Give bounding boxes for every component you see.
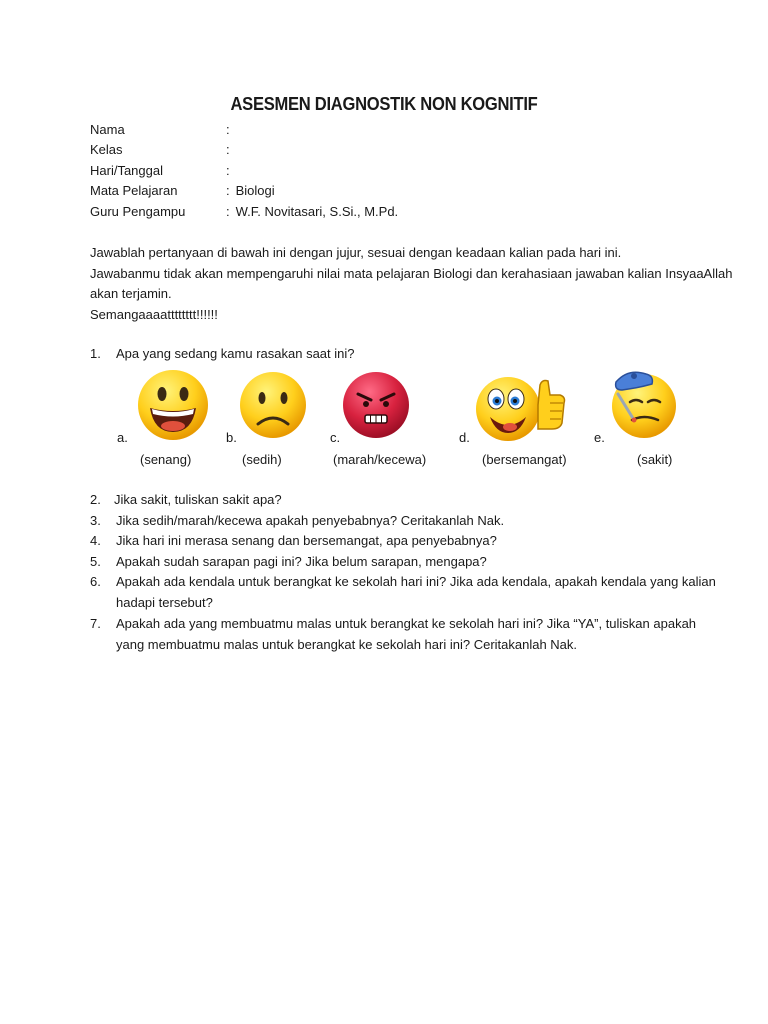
option-letter: c. [330, 430, 341, 445]
instruction-line: Jawablah pertanyaan di bawah ini dengan jujur, sesuai dengan keadaan kalian pada hari ini. [90, 245, 622, 260]
field-label: Mata Pelajaran [90, 183, 178, 198]
field-nama [90, 122, 236, 137]
field-label: Guru Pengampu [90, 204, 186, 219]
instruction-line: akan terjamin. [90, 286, 172, 301]
option-caption: (bersemangat) [482, 452, 567, 467]
question-text: Apa yang sedang kamu rasakan saat ini? [116, 346, 355, 361]
option-letter: b. [226, 430, 237, 445]
question-1 [90, 344, 750, 364]
field-label: Nama [90, 122, 125, 137]
option-caption: (sedih) [242, 452, 282, 467]
field-guru-pengampu [90, 204, 398, 219]
option-letter: e. [594, 430, 605, 445]
question-text: Jika sakit, tuliskan sakit apa? [114, 492, 282, 507]
field-separator: : [226, 122, 230, 137]
question-3 [90, 511, 750, 531]
field-separator: : [226, 204, 230, 219]
field-mata-pelajaran [90, 183, 275, 198]
field-separator: : [226, 142, 230, 157]
option-letter: d. [459, 430, 470, 445]
question-text: Jika sedih/marah/kecewa apakah penyebabnya? Ceritakanlah Nak. [116, 513, 505, 528]
question-2 [90, 490, 750, 510]
question-5 [90, 552, 750, 572]
option-caption: (marah/kecewa) [333, 452, 427, 467]
question-7 [90, 614, 750, 656]
question-4 [90, 531, 750, 551]
sick-face-icon [604, 364, 682, 440]
question-number: 5. [90, 554, 101, 569]
question-text: Apakah sudah sarapan pagi ini? Jika belum sarapan, mengapa? [116, 554, 487, 569]
page-title: ASESMEN DIAGNOSTIK NON KOGNITIF [230, 94, 538, 114]
question-number: 2. [90, 492, 101, 507]
question-text: Jika hari ini merasa senang dan bersemangat, apa penyebabnya? [116, 533, 497, 548]
field-label: Hari/Tanggal [90, 163, 163, 178]
field-value: Biologi [235, 183, 275, 198]
field-separator: : [226, 163, 230, 178]
happy-face-icon [136, 368, 210, 442]
question-6 [90, 572, 750, 614]
field-value: W.F. Novitasari, S.Si., M.Pd. [235, 204, 399, 219]
field-separator: : [226, 183, 230, 198]
option-caption: (senang) [140, 452, 192, 467]
instruction-line: Jawabanmu tidak akan mempengaruhi nilai mata pelajaran Biologi dan kerahasiaan jawaban kalian InsyaaAllah [90, 265, 733, 281]
instructions [90, 243, 732, 325]
thumbs-up-face-icon [472, 371, 568, 443]
question-number: 1. [90, 346, 101, 361]
question-number: 3. [90, 513, 101, 528]
angry-face-icon [341, 370, 411, 440]
instruction-line: Semangaaaatttttttt!!!!!! [90, 306, 218, 322]
option-caption: (sakit) [637, 452, 673, 467]
field-kelas [90, 142, 236, 157]
question-text: Apakah ada yang membuatmu malas untuk berangkat ke sekolah hari ini? Jika “YA”, tuliskan apakah yang membuatmu malas untuk berangkat ke sekolah hari ini? Ceritakanlah Nak. [116, 616, 697, 652]
question-number: 4. [90, 533, 101, 548]
field-label: Kelas [90, 142, 123, 157]
sad-face-icon [238, 370, 308, 440]
question-number: 7. [90, 616, 101, 631]
option-letter: a. [117, 430, 128, 445]
field-hari-tanggal [90, 163, 236, 178]
question-number: 6. [90, 574, 101, 589]
question-text: Apakah ada kendala untuk berangkat ke sekolah hari ini? Jika ada kendala, apakah kendala yang kalian hadapi tersebut? [116, 574, 716, 610]
